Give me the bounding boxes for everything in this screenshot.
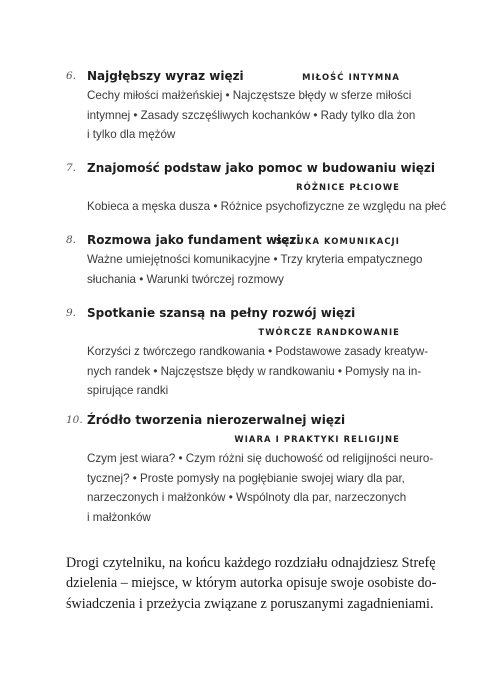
chapter-title: Znajomość podstaw jako pomoc w budowaniu więzi <box>87 161 435 175</box>
chapter-title: Rozmowa jako fundament więzi <box>87 233 301 247</box>
chapter-description <box>87 250 423 289</box>
paragraph-line: Drogi czytelniku, na końcu każdego rozdziału odnajdziesz Strefę <box>66 555 436 571</box>
description-line: tycznej? • Proste pomysły na pogłębianie swojej wiary dla par, <box>87 471 405 485</box>
chapter-category: WIARA I PRAKTYKI RELIGIJNE <box>234 434 400 444</box>
paragraph-line: dzielenia – miejsce, w którym autorka opisuje swoje osobiste do- <box>66 575 437 592</box>
chapter-number: 6. <box>66 70 77 82</box>
description-line: spirujące randki <box>87 384 169 397</box>
chapter-description <box>87 449 434 527</box>
description-line: intymnej • Zasady szczęśliwych kochanków • Rady tylko dla żon <box>87 108 416 122</box>
chapter-title: Źródło tworzenia nierozerwalnej więzi <box>87 413 346 427</box>
chapter-title: Najgłębszy wyraz więzi <box>87 69 244 83</box>
chapter-number: 9. <box>66 307 77 319</box>
description-line: nych randek • Najczęstsze błędy w randkowaniu • Pomysły na in- <box>87 364 422 378</box>
chapter-number: 10. <box>66 414 83 426</box>
closing-paragraph <box>66 553 437 614</box>
chapter-description <box>87 197 447 217</box>
chapter-category: RÓŻNICE PŁCIOWE <box>296 182 400 192</box>
description-line: słuchania • Warunki twórczej rozmowy <box>87 272 284 286</box>
description-line: Czym jest wiara? • Czym różni się duchowość od religijności neuro- <box>87 452 434 465</box>
description-line: Ważne umiejętności komunikacyjne • Trzy kryteria empatycznego <box>87 253 423 266</box>
description-line: Korzyści z twórczego randkowania • Podstawowe zasady kreatyw- <box>87 345 429 358</box>
description-line: i tylko dla mężów <box>87 128 176 141</box>
chapter-category: TWÓRCZE RANDKOWANIE <box>258 327 400 337</box>
chapter-title: Spotkanie szansą na pełny rozwój więzi <box>87 306 356 320</box>
paragraph-line: świadczenia i przeżycia związane z poruszanymi zagadnieniami. <box>66 595 434 612</box>
description-line: Kobieca a męska dusza • Różnice psychofizyczne ze względu na płeć <box>87 200 447 213</box>
description-line: Cechy miłości małżeńskiej • Najczęstsze błędy w sferze miłości <box>87 89 412 102</box>
chapter-description <box>87 342 429 401</box>
chapter-number: 8. <box>66 234 77 246</box>
description-line: i małżonków <box>87 510 151 524</box>
chapter-number: 7. <box>66 162 77 174</box>
chapter-category: SZTUKA KOMUNIKACJI <box>275 236 400 246</box>
description-line: narzeczonych i małżonków • Wspólnoty dla par, narzeczonych <box>87 491 407 504</box>
chapter-category: MIŁOŚĆ INTYMNA <box>302 72 400 82</box>
chapter-description <box>87 86 416 145</box>
